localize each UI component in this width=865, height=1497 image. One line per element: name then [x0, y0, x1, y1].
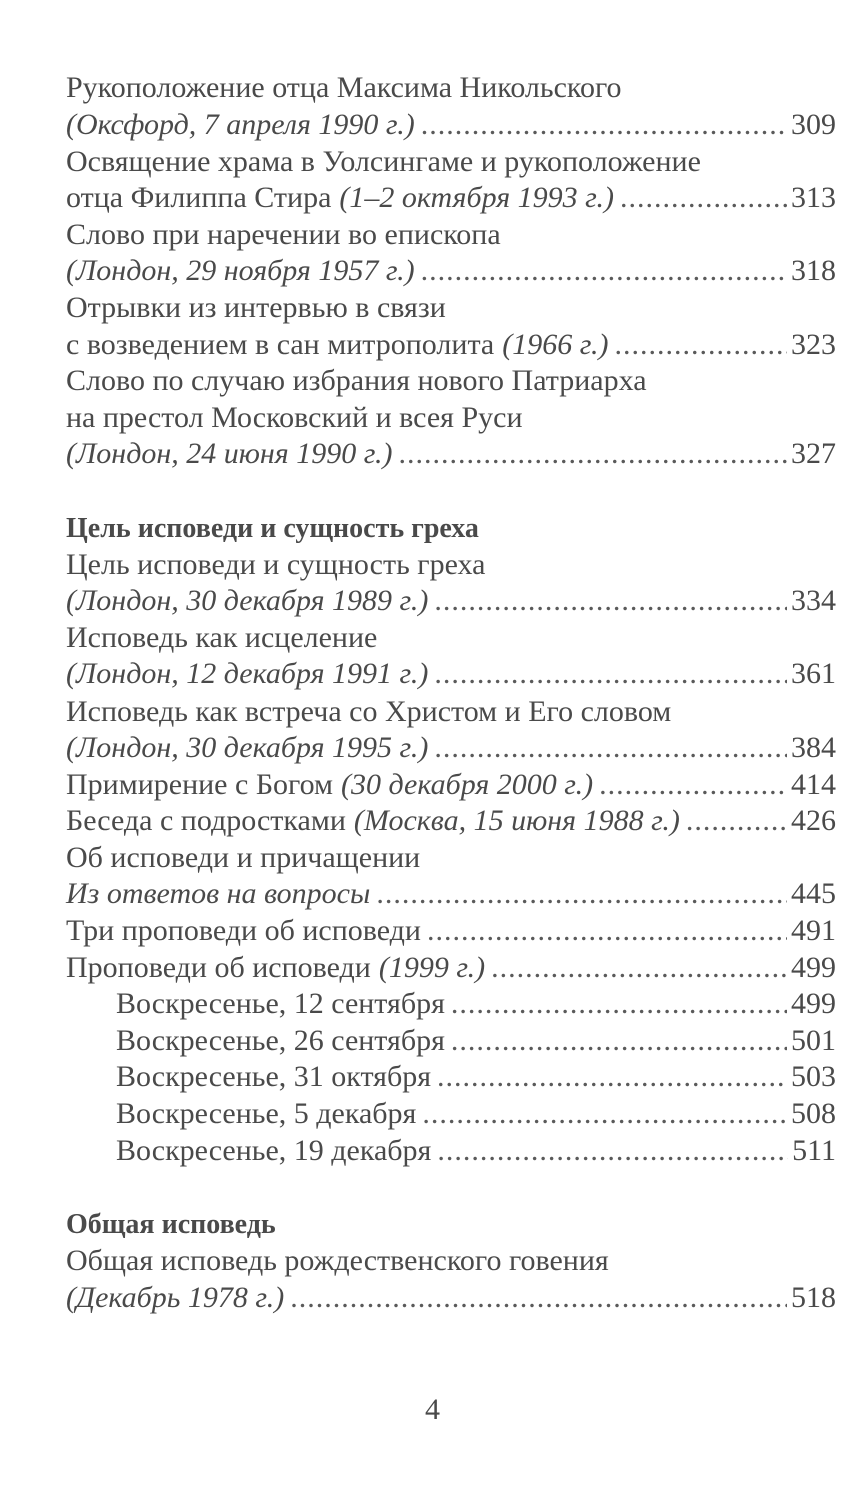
- section-heading: Общая исповедь: [66, 1209, 276, 1240]
- dot-leader: [599, 767, 787, 803]
- toc-page-number: 361: [791, 657, 836, 690]
- toc-entry-note: (Лондон, 29 ноября 1957 г.): [66, 254, 415, 287]
- toc-subentry-title: Воскресенье, 26 сентября: [116, 1024, 445, 1057]
- toc-entry-note: (Лондон, 24 июня 1990 г.): [66, 437, 393, 470]
- toc-entry-line: [66, 803, 836, 839]
- dot-leader: [376, 876, 787, 912]
- toc-page-number: 503: [791, 1060, 836, 1093]
- dot-leader: [451, 986, 787, 1022]
- toc-entry-note: (Оксфорд, 7 апреля 1990 г.): [66, 108, 415, 141]
- toc-entry-title: Примирение с Богом: [66, 768, 334, 801]
- dot-leader: [615, 327, 787, 363]
- toc-page-number: 501: [791, 1024, 836, 1057]
- toc-entry-title: Слово при наречении во епископа: [66, 218, 501, 251]
- toc-entry-note: (1966 г.): [502, 328, 609, 361]
- toc-entry-note: (Лондон, 12 декабря 1991 г.): [66, 657, 429, 690]
- toc-entry-title: Слово по случаю избрания нового Патриарха: [66, 364, 647, 397]
- toc-page-number: 309: [791, 108, 836, 141]
- toc-entry-line: [66, 436, 836, 472]
- toc-entry-line: [66, 730, 836, 766]
- toc-entry-line: [66, 583, 836, 619]
- toc-entry-line: [66, 107, 836, 143]
- section-heading: Цель исповеди и сущность греха: [66, 513, 479, 544]
- toc-entry-note: (1999 г.): [378, 951, 486, 984]
- toc-entry-title: отца Филиппа Стира: [66, 181, 332, 214]
- toc-subentry-title: Воскресенье, 19 декабря: [116, 1134, 432, 1167]
- toc-entry-title: с возведением в сан митрополита: [66, 328, 495, 361]
- toc-page-number: 384: [791, 731, 836, 764]
- toc-entry-title: Освящение храма в Уолсингаме и рукоположение: [66, 145, 701, 178]
- toc-entry-title: Рукоположение отца Максима Никольского: [66, 71, 622, 104]
- toc-entry-title: Общая исповедь рождественского говения: [66, 1244, 609, 1277]
- toc-subentry-line: [116, 1023, 836, 1059]
- dot-leader: [451, 1023, 787, 1059]
- toc-subentry-line: [116, 1059, 836, 1095]
- toc-page-number: 518: [791, 1281, 836, 1314]
- dot-leader: [399, 436, 787, 472]
- toc-page-number: 508: [791, 1097, 836, 1130]
- toc-entry-title: Три проповеди об исповеди: [66, 914, 421, 947]
- toc-page-number: 318: [791, 254, 836, 287]
- toc-entry-title: Проповеди об исповеди: [66, 951, 371, 984]
- toc-entry-title: Цель исповеди и сущность греха: [66, 548, 486, 581]
- toc-entry-note: (30 декабря 2000 г.): [341, 768, 594, 801]
- toc-entry-line: [66, 327, 836, 363]
- dot-leader: [421, 253, 787, 289]
- page-number: 4: [425, 1393, 440, 1426]
- toc-subentry-line: [116, 1096, 836, 1132]
- toc-entry-note: (1–2 октября 1993 г.): [339, 181, 614, 214]
- toc-entry-title: на престол Московский и всея Руси: [66, 401, 523, 434]
- dot-leader: [686, 803, 787, 839]
- toc-entry-line: [66, 1280, 836, 1316]
- dot-leader: [427, 913, 787, 949]
- dot-leader: [421, 107, 787, 143]
- toc-page-number: 414: [791, 768, 836, 801]
- toc-entry-note: (Декабрь 1978 г.): [66, 1281, 285, 1314]
- toc-page-number: 334: [791, 584, 836, 617]
- toc-page-number: 327: [791, 437, 836, 470]
- dot-leader: [437, 1059, 787, 1095]
- toc-entry-line: [66, 767, 836, 803]
- toc-page-number: 426: [791, 804, 836, 837]
- toc-entry-note: Из ответов на вопросы: [66, 877, 371, 910]
- toc-entry-title: Исповедь как встреча со Христом и Его словом: [66, 695, 672, 728]
- toc-entry-line: [66, 876, 836, 912]
- dot-leader: [422, 1096, 787, 1132]
- dot-leader: [434, 730, 787, 766]
- toc-entry-line: [66, 950, 836, 986]
- toc-page-number: 511: [792, 1134, 836, 1167]
- toc-page-number: 491: [791, 914, 836, 947]
- toc-entry-title: Об исповеди и причащении: [66, 841, 421, 874]
- toc-page-number: 499: [791, 987, 836, 1020]
- dot-leader: [620, 180, 787, 216]
- toc-page-number: 313: [791, 181, 836, 214]
- toc-page-number: 323: [791, 328, 836, 361]
- toc-entry-title: Беседа с подростками: [66, 804, 346, 837]
- toc-entry-line: [66, 656, 836, 692]
- dot-leader: [434, 583, 787, 619]
- dot-leader: [437, 1133, 788, 1169]
- toc-page-number: 499: [791, 951, 836, 984]
- toc-entry-note: (Лондон, 30 декабря 1989 г.): [66, 584, 429, 617]
- toc-entry-note: (Москва, 15 июня 1988 г.): [353, 804, 680, 837]
- toc-entry-title: Отрывки из интервью в связи: [66, 291, 446, 324]
- toc-entry-line: [66, 253, 836, 289]
- toc-entry-note: (Лондон, 30 декабря 1995 г.): [66, 731, 429, 764]
- toc-entry-line: [66, 180, 836, 216]
- toc-subentry-title: Воскресенье, 12 сентября: [116, 987, 445, 1020]
- dot-leader: [434, 656, 787, 692]
- toc-entry-line: [66, 913, 836, 949]
- toc-page-number: 445: [791, 877, 836, 910]
- toc-subentry-title: Воскресенье, 5 декабря: [116, 1097, 417, 1130]
- toc-subentry-title: Воскресенье, 31 октября: [116, 1060, 432, 1093]
- dot-leader: [491, 950, 787, 986]
- toc-subentry-line: [116, 1133, 836, 1169]
- toc-entry-title: Исповедь как исцеление: [66, 621, 378, 654]
- dot-leader: [290, 1280, 787, 1316]
- toc-subentry-line: [116, 986, 836, 1022]
